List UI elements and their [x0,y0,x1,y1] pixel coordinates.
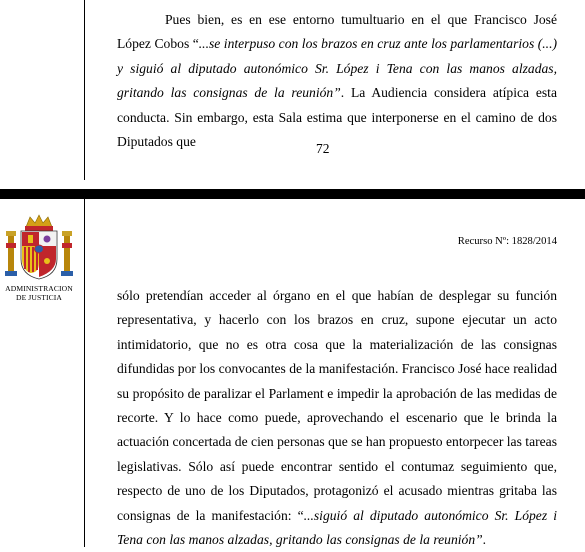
coat-of-arms-icon [4,213,74,285]
left-margin-rule-bottom [84,199,85,547]
bottom-paragraph: sólo pretendían acceder al órgano en el que habían de desplegar su función representativa, y hacerlo con los brazos en cruz, supone ejecutar un acto intimidatorio, que no es otra cosa que la materialización de las consignas difundidas por los convocantes de la manifestación. Francisco José hace realidad su propósito de paralizar el Parlament e impedir la aprobación de las medidas de recorte. Y lo hace como puede, aprovechando el escenario que le brinda la actuación concertada de cien personas que se han propuesto entorpecer las tareas legislativas. Sólo así puede encontrar sentido el contumaz seguimiento que, respecto de uno de los Diputados, protagonizó el acusado mientras gritaba las consignas de la manifestación: “...siguió al diputado autonómico Sr. López i Tena con las manos alzadas, gritando las consignas de la reunión”. [117,288,557,548]
page-number: 72 [316,141,330,156]
left-margin-rule-top [84,0,85,180]
organization-name: ADMINISTRACION DE JUSTICIA [5,284,73,302]
case-number: Recurso Nº: 1828/2014 [457,236,557,247]
top-paragraph: Pues bien, es en ese entorno tumultuario en el que Francisco José López Cobos “...se interpuso con los brazos en cruz ante los parlamentarios (...) y siguió al diputado autonómico Sr. López i Tena con las manos alzadas, gritando las consignas de la reunión”. La Audiencia considera atípica esta conducta. Sin embargo, esta Sala estima que interponerse en el camino de dos Diputados que [117,12,558,150]
page-separator [0,189,585,199]
